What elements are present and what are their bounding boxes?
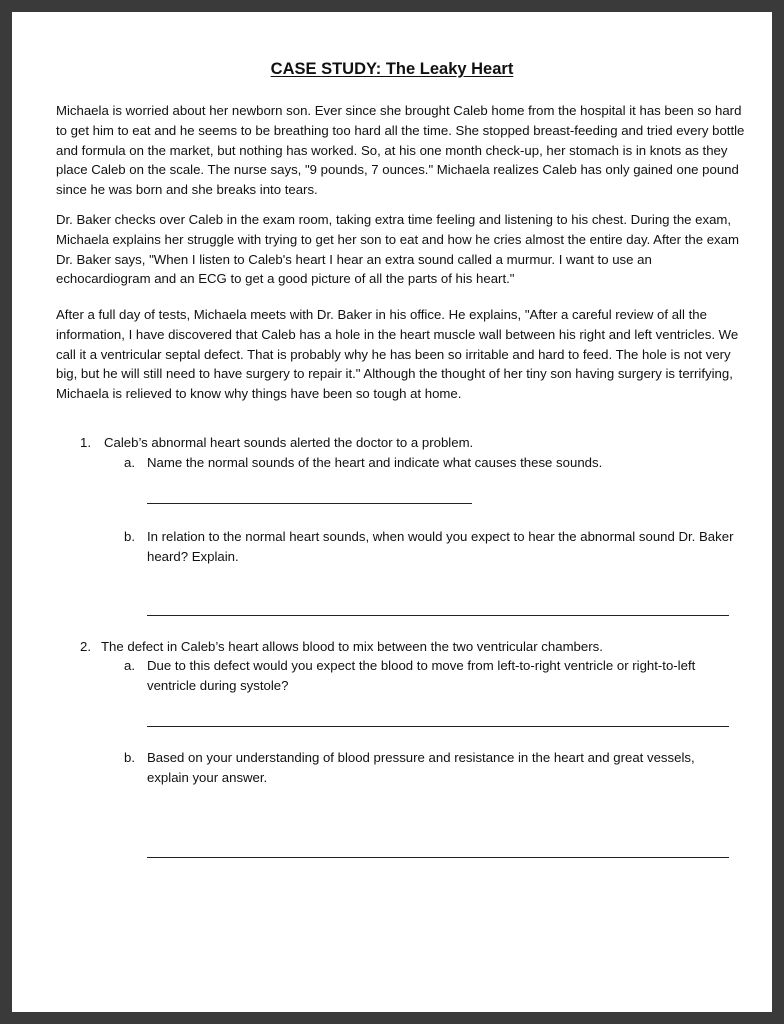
question-2b-label: b. [124,750,135,765]
question-2a-label: a. [124,658,135,673]
answer-line-2a[interactable] [147,726,729,727]
question-2-number: 2. [80,639,91,654]
question-1a-text: Name the normal sounds of the heart and indicate what causes these sounds. [147,455,603,470]
question-2b-text: Based on your understanding of blood pressure and resistance in the heart and great vessels, explain your answer. [147,750,695,785]
question-1-text: Caleb’s abnormal heart sounds alerted the doctor to a problem. [104,435,474,450]
case-paragraph-3: After a full day of tests, Michaela meets with Dr. Baker in his office. He explains, "After a careful review of all the information, I have discovered that Caleb has a hole in the heart muscle wall between his right and left ventricles. We call it a ventricular septal defect. That is probably why he has been so irritable and hard to feed. The hole is not very big, but he will still need to have surgery to repair it." Although the thought of her tiny son having surgery is terrifying, Michaela is relieved to know why things have been so tough at home. [56,307,739,402]
question-1a-label: a. [124,455,135,470]
question-1b-label: b. [124,529,135,544]
question-1b-text: In relation to the normal heart sounds, when would you expect to hear the abnormal sound Dr. Baker heard? Explain. [147,529,734,564]
worksheet-page [12,12,772,1012]
answer-line-1b[interactable] [147,615,729,616]
question-2a-text: Due to this defect would you expect the blood to move from left-to-right ventricle or right-to-left ventricle during systole? [147,658,696,693]
answer-line-1a[interactable] [147,503,472,504]
page-title: CASE STUDY: The Leaky Heart [270,60,514,78]
case-paragraph-2: Dr. Baker checks over Caleb in the exam room, taking extra time feeling and listening to his chest. During the exam, Michaela explains her struggle with trying to get her son to eat and how he cries almost the entire day. After the exam Dr. Baker says, "When I listen to Caleb's heart I hear an extra sound called a murmur. I want to use an echocardiogram and an ECG to get a good picture of all the parts of his heart." [56,212,739,287]
question-1-number: 1. [80,435,91,450]
answer-line-2b[interactable] [147,857,729,858]
question-2-text: The defect in Caleb’s heart allows blood to mix between the two ventricular chambers. [101,639,603,654]
case-paragraph-1: Michaela is worried about her newborn son. Ever since she brought Caleb home from the hospital it has been so hard to get him to eat and he seems to be breathing too hard all the time. She stopped breast-feeding and tried every bottle and formula on the market, but nothing has worked. So, at his one month check-up, her stomach is in knots as they place Caleb on the scale. The nurse says, "9 pounds, 7 ounces." Michaela realizes Caleb has only gained one pound since he was born and she breaks into tears. [56,103,745,198]
